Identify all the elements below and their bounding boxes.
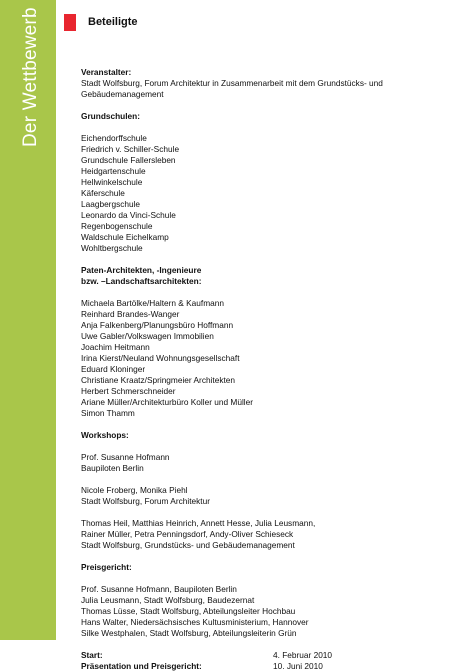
list-item: Ariane Müller/Architekturbüro Koller und Müller [81, 397, 254, 407]
list-item: Herbert Schmerschneider [81, 386, 176, 396]
list-item: Regenbogenschule [81, 221, 153, 231]
list-item: Uwe Gabler/Volkswagen Immobilien [81, 331, 214, 341]
list-item: Eduard Kloninger [81, 364, 146, 374]
veranstalter-line: Gebäudemanagement [81, 89, 164, 99]
list-item: Thomas Lüsse, Stadt Wolfsburg, Abteilungsleiter Hochbau [81, 606, 296, 616]
list-item: Nicole Froberg, Monika Piehl [81, 485, 188, 495]
list-item: Anja Falkenberg/Planungsbüro Hoffmann [81, 320, 234, 330]
date-row-start [81, 650, 441, 661]
list-item: Hans Walter, Niedersächsisches Kultusministerium, Hannover [81, 617, 309, 627]
list-item: Prof. Susanne Hofmann [81, 452, 170, 462]
list-item: Friedrich v. Schiller-Schule [81, 144, 180, 154]
list-item: Leonardo da Vinci-Schule [81, 210, 176, 220]
praesentation-label: Präsentation und Preisgericht: [81, 661, 202, 671]
veranstalter-line: Stadt Wolfsburg, Forum Architektur in Zusammenarbeit mit dem Grundstücks- und [81, 78, 383, 88]
sidebar-band [0, 0, 56, 640]
list-item: Michaela Bartölke/Haltern & Kaufmann [81, 298, 224, 308]
list-item: Thomas Heil, Matthias Heinrich, Annett Hesse, Julia Leusmann, [81, 518, 316, 528]
grundschulen-heading: Grundschulen: [81, 111, 141, 121]
praesentation-value: 10. Juni 2010 [273, 661, 323, 671]
date-row-praesentation [81, 661, 441, 672]
list-item: Laagbergschule [81, 199, 141, 209]
list-item: Prof. Susanne Hofmann, Baupiloten Berlin [81, 584, 237, 594]
list-item: Simon Thamm [81, 408, 135, 418]
list-item: Rainer Müller, Petra Penningsdorf, Andy-Oliver Schieseck [81, 529, 294, 539]
workshops-heading: Workshops: [81, 430, 129, 440]
list-item: Heidgartenschule [81, 166, 146, 176]
content [81, 67, 441, 672]
start-label: Start: [81, 650, 103, 660]
preisgericht-heading: Preisgericht: [81, 562, 132, 572]
list-item: Grundschule Fallersleben [81, 155, 176, 165]
title-accent-block [64, 14, 76, 31]
list-item: Stadt Wolfsburg, Grundstücks- und Gebäudemanagement [81, 540, 295, 550]
list-item: Baupiloten Berlin [81, 463, 144, 473]
veranstalter-heading: Veranstalter: [81, 67, 132, 77]
list-item: Reinhard Brandes-Wanger [81, 309, 180, 319]
paten-heading: Paten-Architekten, -Ingenieure [81, 265, 202, 275]
list-item: Silke Westphalen, Stadt Wolfsburg, Abteilungsleiterin Grün [81, 628, 297, 638]
list-item: Irina Kierst/Neuland Wohnungsgesellschaft [81, 353, 240, 363]
paten-heading: bzw. –Landschaftsarchitekten: [81, 276, 202, 286]
start-value: 4. Februar 2010 [273, 650, 333, 660]
list-item: Käferschule [81, 188, 125, 198]
list-item: Hellwinkelschule [81, 177, 143, 187]
sidebar-title: Der Wettbewerb [20, 7, 41, 147]
page-title: Beteiligte [88, 16, 138, 28]
list-item: Christiane Kraatz/Springmeier Architekten [81, 375, 236, 385]
list-item: Waldschule Eichelkamp [81, 232, 169, 242]
list-item: Joachim Heitmann [81, 342, 150, 352]
list-item: Eichendorffschule [81, 133, 147, 143]
list-item: Julia Leusmann, Stadt Wolfsburg, Baudezernat [81, 595, 255, 605]
list-item: Stadt Wolfsburg, Forum Architektur [81, 496, 210, 506]
list-item: Wohltbergschule [81, 243, 143, 253]
